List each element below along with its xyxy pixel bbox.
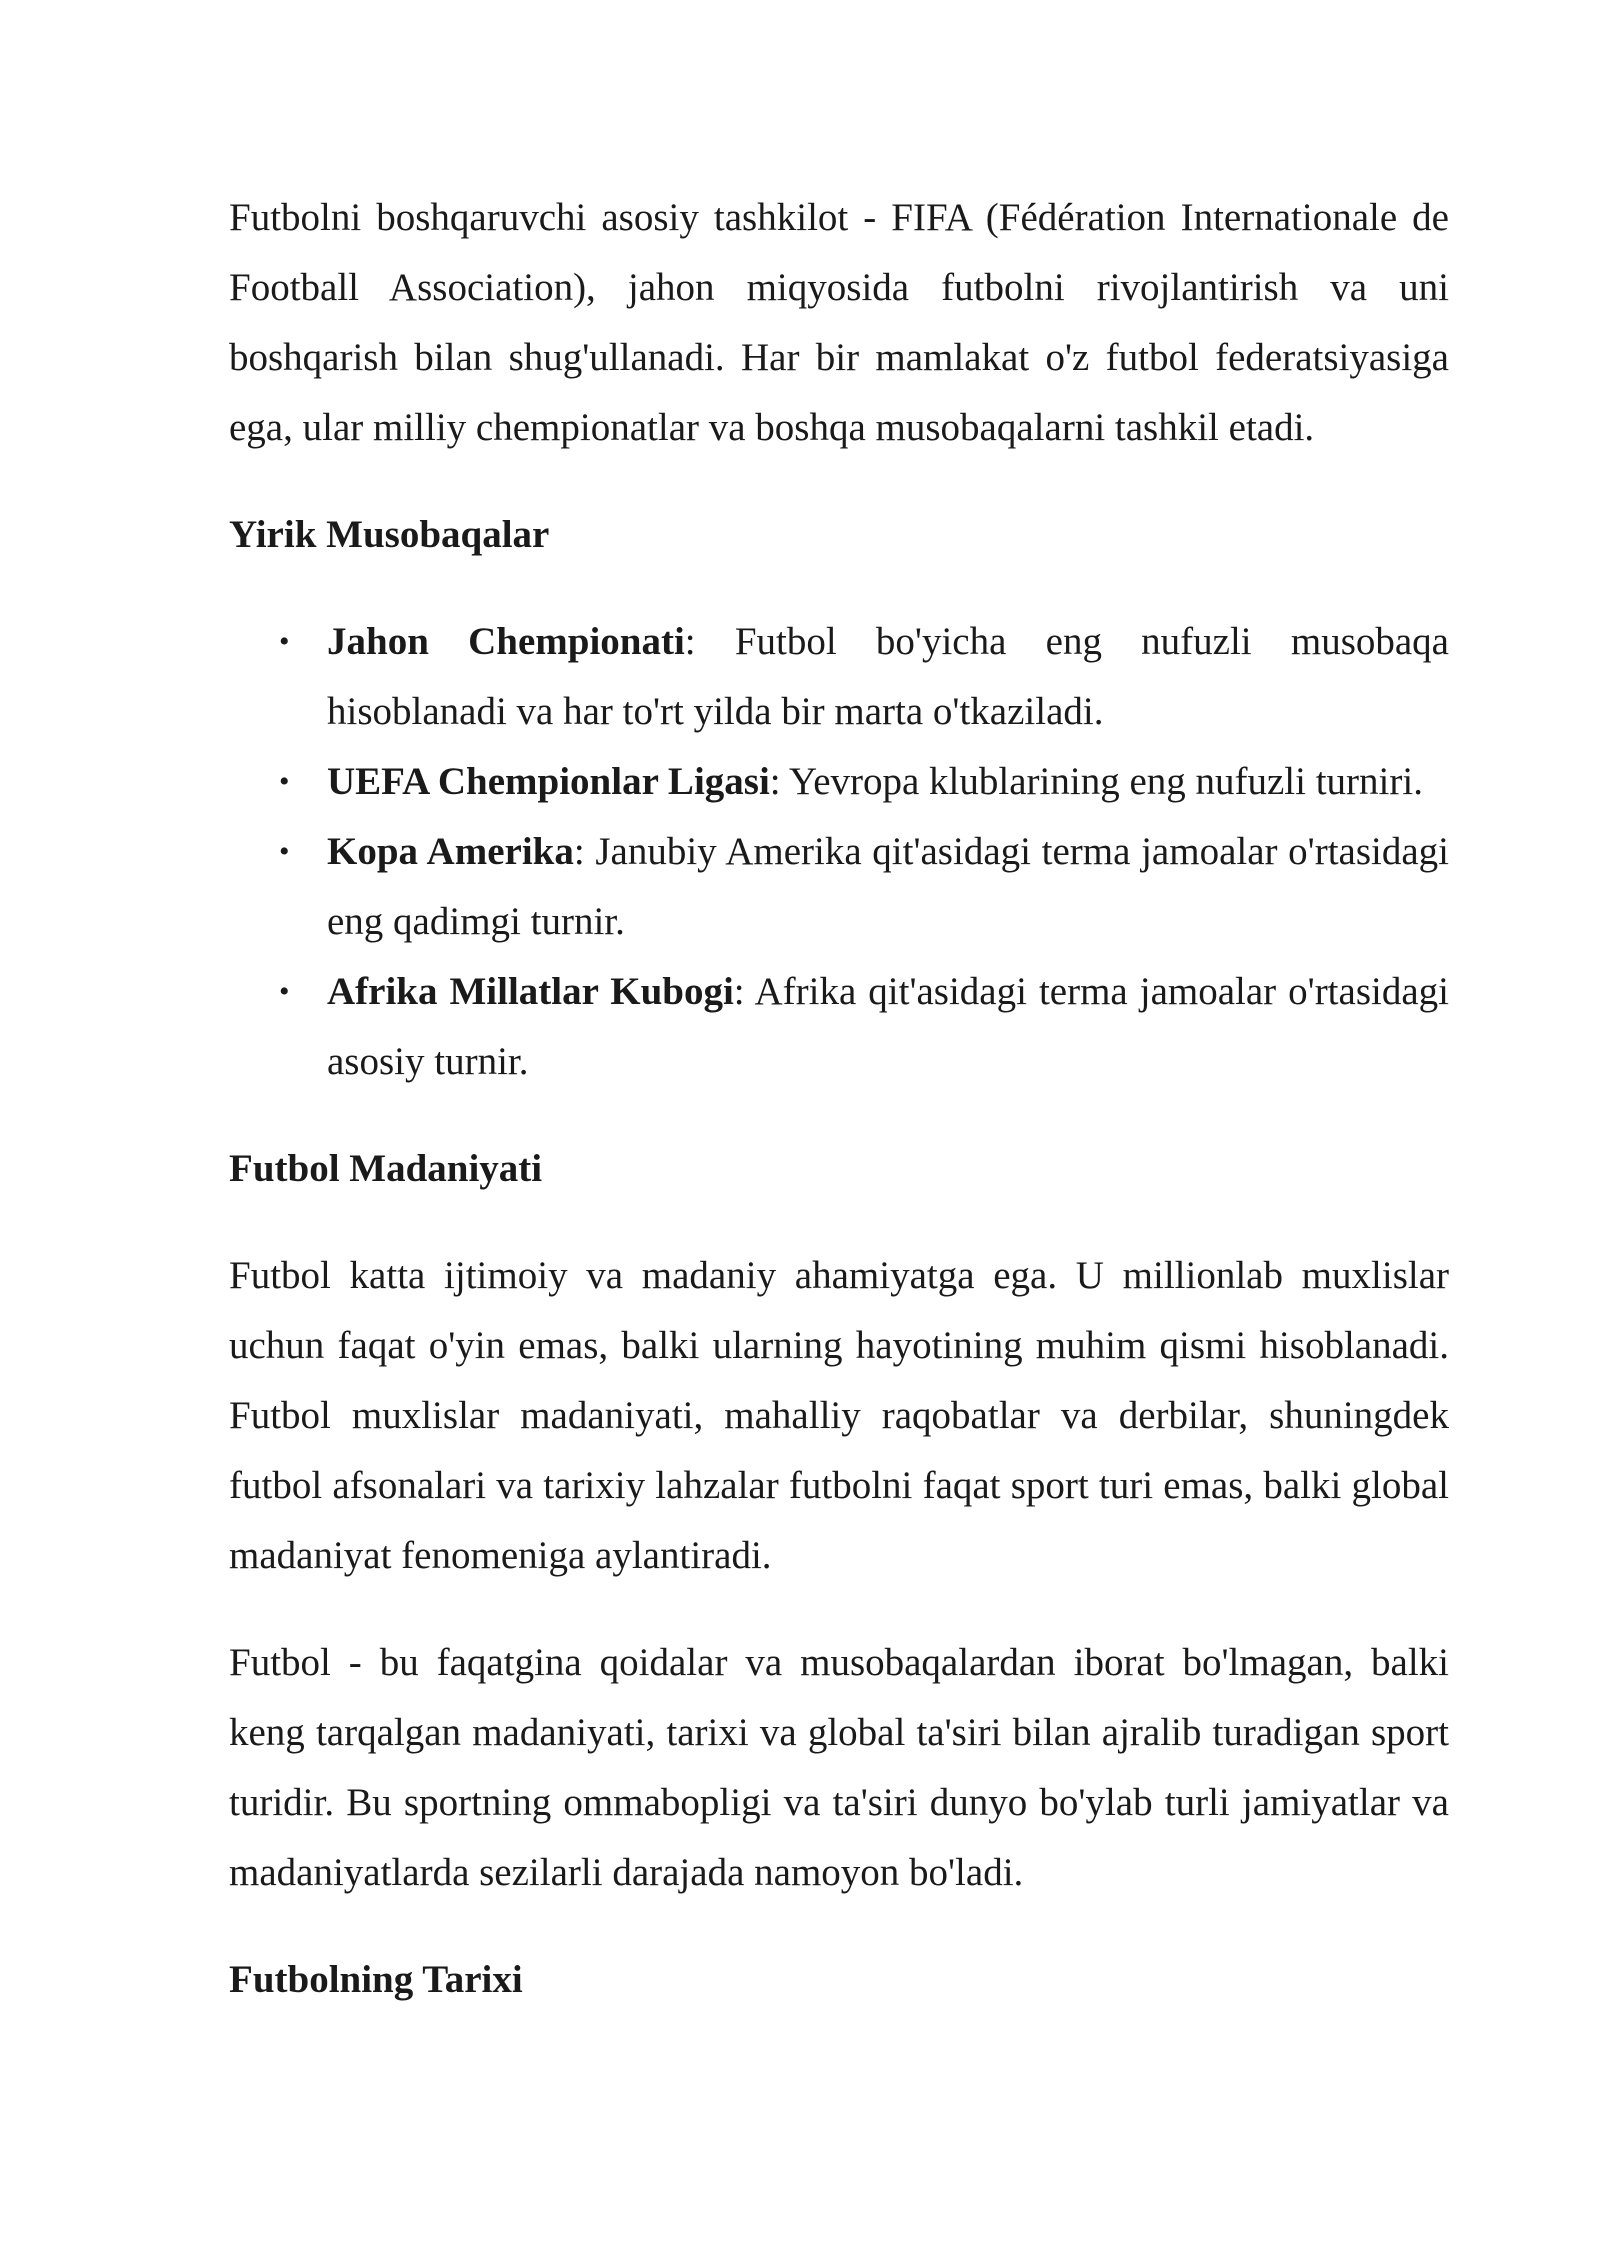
bullet-icon: •: [279, 625, 290, 658]
list-item: [229, 607, 1449, 747]
spacer: [229, 1204, 1449, 1241]
list-item: [229, 957, 1449, 1097]
list-item-term: Afrika Millatlar Kubogi: [327, 970, 734, 1013]
list-item-term: UEFA Chempionlar Ligasi: [327, 760, 770, 803]
bullet-icon: •: [279, 975, 290, 1008]
paragraph-summary: Futbol - bu faqatgina qoidalar va musobaqalardan iborat bo'lmagan, balki keng tarqalgan madaniyati, tarixi va global ta'siri bilan ajralib turadigan sport turidir. Bu sportning ommabopligi va ta'siri dunyo bo'ylab turli jamiyatlar va madaniyatlarda sezilarli darajada namoyon bo'ladi.: [229, 1641, 1449, 1894]
list-item-description: : Yevropa klublarining eng nufuzli turniri.: [769, 760, 1423, 803]
heading-futbolning-tarixi: Futbolning Tarixi: [229, 1958, 523, 2001]
list-item-term: Jahon Chempionati: [327, 620, 685, 663]
spacer: [229, 463, 1449, 500]
list-item: [229, 817, 1449, 957]
document-page: [229, 183, 1449, 2015]
bullet-icon: •: [279, 765, 290, 798]
heading-futbol-madaniyati: Futbol Madaniyati: [229, 1147, 543, 1190]
spacer: [229, 1908, 1449, 1945]
paragraph-culture: Futbol katta ijtimoiy va madaniy ahamiyatga ega. U millionlab muxlislar uchun faqat o'yin emas, balki ularning hayotining muhim qismi hisoblanadi. Futbol muxlislar madaniyati, mahalliy raqobatlar va derbilar, shuningdek futbol afsonalari va tarixiy lahzalar futbolni faqat sport turi emas, balki global madaniyat fenomeniga aylantiradi.: [229, 1254, 1449, 1577]
list-item-term: Kopa Amerika: [327, 830, 574, 873]
list-item-description: : Janubiy Amerika qit'asidagi terma jamoalar o'rtasidagi eng qadimgi turnir.: [327, 830, 1449, 943]
spacer: [229, 570, 1449, 607]
tournament-list: [229, 607, 1449, 1097]
spacer: [229, 1097, 1449, 1134]
list-item: [229, 747, 1449, 817]
paragraph-fifa: Futbolni boshqaruvchi asosiy tashkilot - FIFA (Fédération Internationale de Football Association), jahon miqyosida futbolni rivojlantirish va uni boshqarish bilan shug'ullanadi. Har bir mamlakat o'z futbol federatsiyasiga ega, ular milliy chempionatlar va boshqa musobaqalarni tashkil etadi.: [229, 196, 1449, 449]
spacer: [229, 1591, 1449, 1628]
bullet-icon: •: [279, 835, 290, 868]
list-item-description: : Afrika qit'asidagi terma jamoalar o'rtasidagi asosiy turnir.: [327, 970, 1449, 1083]
list-item-description: : Futbol bo'yicha eng nufuzli musobaqa hisoblanadi va har to'rt yilda bir marta o'tkaziladi.: [327, 620, 1449, 733]
heading-yirik-musobaqalar: Yirik Musobaqalar: [229, 513, 550, 556]
